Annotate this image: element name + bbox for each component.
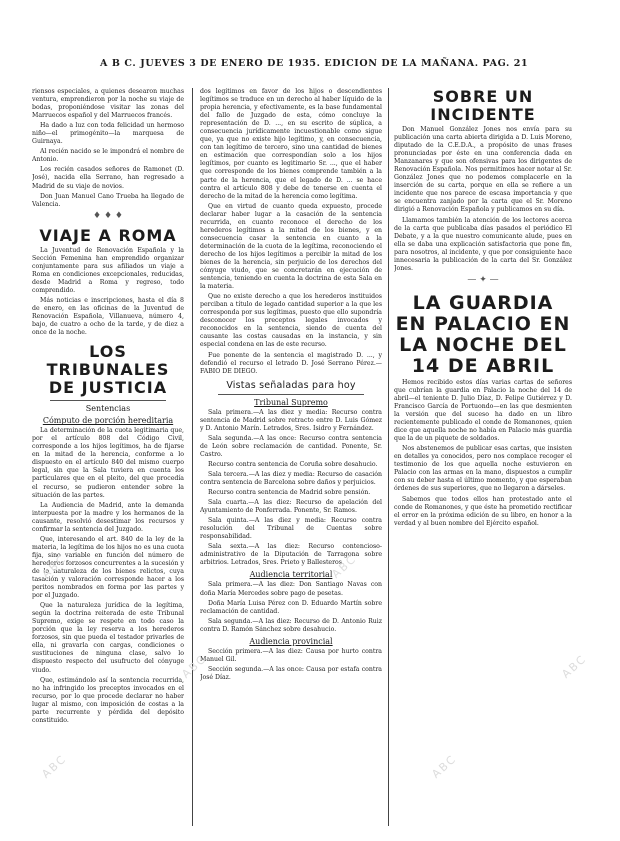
watermark-logo: ABC bbox=[559, 652, 590, 681]
paragraph: Que la naturaleza jurídica de la legítima, según la doctrina reiterada de este Tribunal Supremo, exige se respete en todo caso la porción que la ley reserva a los herederos forzosos, sin que pueda el testador privarles de ella, ni gravarla con cargas, condiciones o sustituciones de ninguna clase, salvo lo dispuesto respecto del usufructo del cónyuge viudo. bbox=[32, 602, 184, 674]
ornament-divider: ♦ ♦ ♦ bbox=[93, 210, 123, 221]
paragraph: Que no existe derecho a que los herederos instituidos perciban a título de legado cantidad superior a la que les corresponda por sus legítimas, puesto que ello supondría desconocer los preceptos legales invocados y reconocidos en la sentencia, siendo de cuenta del causante las costas causadas en la instancia, y sin especial condena en las de este recurso. bbox=[200, 293, 382, 349]
paragraph: Recurso contra sentencia de Madrid sobre pensión. bbox=[208, 489, 371, 497]
paragraph: Sala primera.—A las diez y media: Recurso contra sentencia de Madrid sobre retracto entre D. Luis Gómez y D. Antonio Marín. Letrados, Sres. Isidro y Fernández. bbox=[200, 408, 382, 432]
ornament-divider: — ✦ — bbox=[467, 274, 499, 285]
headline-vistas: Vistas señaladas para hoy bbox=[226, 379, 356, 391]
paragraph: dos legítimos en favor de los hijos o descendientes legítimos se traduce en un derecho al haber líquido de la propia herencia, y efectivamente, es la base fundamental del fallo de Juzgado de esta, cómo concluye la representación de D. ..., en su escrito de súplica, a consecuencia jurídicamente incuestionable como sigue que, ya que no existe hijo legítimo, y, en consecuencia, con tan legítimo de tercero, sino una cantidad de bienes en estimación que correspondían solo a los hijos legítimos, por cuanto es legitimario Sr. ..., que el haber que corresponde de los bienes comprende también a la parte de la herencia, que el legado de D. ... se hace contra el artículo 808 y debe de tenerse en cuenta el derecho de la mitad de la herencia como legítima. bbox=[200, 88, 382, 200]
watermark-logo: ABC bbox=[429, 752, 460, 781]
subhead-tribunal-supremo: Tribunal Supremo bbox=[254, 397, 328, 407]
paragraph: Sala tercera.—A las diez y media: Recurso de casación contra sentencia de Barcelona sobre daños y perjuicios. bbox=[200, 470, 382, 487]
paragraph: Don Juan Manuel Cano Trueba ha llegado de Valencia. bbox=[32, 192, 184, 208]
paragraph: Que, estimándolo así la sentencia recurrida, no ha infringido los preceptos invocados en el recurso, por lo que procede declarar no haber lugar al mismo, con imposición de costas a la parte recurrente y pérdida del depósito constituido. bbox=[32, 676, 184, 724]
paragraph: La Audiencia de Madrid, ante la demanda interpuesta por la madre y los hermanos de la causante, resolvió desestimar los recursos y confirmar la sentencia del Juzgado. bbox=[32, 501, 184, 533]
paragraph: La Juventud de Renovación Española y la Sección Femenina han emprendido organizar conjuntamente para sus afiliados un viaje a Roma en condiciones excepcionales, reducidas, desde Madrid a Roma y regreso, todo comprendido. bbox=[32, 246, 184, 294]
page-header: A B C. JUEVES 3 DE ENERO DE 1935. EDICION DE LA MAÑANA. PAG. 21 bbox=[100, 58, 529, 69]
headline-viaje-roma: VIAJE A ROMA bbox=[39, 225, 177, 245]
paragraph: Sala quinta.—A las diez y media: Recurso contra resolución del Tribunal de Cuentas sobre responsabilidad. bbox=[200, 517, 382, 541]
paragraph: Que, interesando el art. 840 de la ley de la materia, la legítima de los hijos no es una cuota fija, sino variable en función del número de herederos forzosos concurrentes a la sucesión y de la naturaleza de los bienes relictos, cuya tasación y valoración corresponde hacer a los peritos nombrados en forma por las partes y por el Juzgado. bbox=[32, 535, 184, 600]
paragraph: Recurso contra sentencia de Coruña sobre desahucio. bbox=[208, 460, 378, 468]
column-right bbox=[394, 88, 572, 828]
subhead-computo: Cómputo de porción hereditaria bbox=[42, 416, 174, 426]
paragraph: Sección primera.—A las diez: Causa por hurto contra Manuel Gil. bbox=[200, 647, 382, 663]
paragraph: riensos especiales, a quienes desearon muchas ventura, emprendieron por la noche su viaje de bodas, proponiéndose visitar las zonas del Marruecos español y del Marruecos francés. bbox=[32, 88, 184, 120]
paragraph: Que en virtud de cuanto queda expuesto, procede declarar haber lugar a la casación de la sentencia recurrida, en cuanto reconoce el derecho de los herederos legítimos a la mitad de los bienes, y en consecuencia casar la sentencia en cuanto a la determinación de la cuota de la legítima, reconociendo el derecho de los hijos legítimos a percibir la mitad de los bienes de la herencia, sin perjuicio de los derechos del cónyuge viudo, que se concretarán en ejecución de sentencia, teniendo en cuenta la doctrina de esta Sala en la materia. bbox=[200, 202, 382, 291]
watermark-logo: ABC bbox=[329, 552, 360, 581]
subhead-sentencias: Sentencias bbox=[85, 404, 131, 414]
paragraph: Ha dado a luz con toda felicidad un hermoso niño—el primogénito—la marquesa de Guirnaya. bbox=[32, 122, 184, 146]
paragraph: Sala cuarta.—A las diez: Recurso de apelación del Ayuntamiento de Ponferrada. Ponente, Sr. Ramos. bbox=[200, 499, 382, 515]
paragraph: Sala primera.—A las diez: Don Santiago Navas con doña María Mercedes sobre pago de pesetas. bbox=[200, 581, 382, 597]
subhead-audiencia-provincial: Audiencia provincial bbox=[249, 636, 333, 646]
subhead-audiencia-territorial: Audiencia territorial bbox=[249, 570, 333, 580]
paragraph: Nos abstenemos de publicar esas cartas, que insisten en detalles ya conocidos, pero nos complace recoger el testimonio de los que aquella noche estuvieron en Palacio con las armas en la mano, dispuestos a cumplir con su deber hasta el último momento, y que esperaban órdenes de sus superiores, que no llegaron a dárseles. bbox=[394, 445, 572, 493]
paragraph: Al recién nacido se le impondrá el nombre de Antonio. bbox=[32, 148, 184, 164]
paragraph: Sabemos que todos ellos han protestado ante el conde de Romanones, y que éste ha prometido rectificar el error en la próxima edición de su libro, en honor a la verdad y al buen nombre del Ejército español. bbox=[394, 495, 572, 527]
column-rule-left bbox=[192, 88, 193, 826]
watermark-logo: ABC bbox=[39, 552, 70, 581]
headline-tribunales: LOS TRIBUNALES DE JUSTICIA bbox=[46, 342, 170, 398]
paragraph: Fue ponente de la sentencia el magistrado D. ..., y defendió el recurso el letrado D. José Serrano Pérez.—FABIO DE DIEGO. bbox=[200, 351, 382, 375]
paragraph: Sala sexta.—A las diez: Recurso contencioso-administrativo de la Diputación de Tarragona sobre arbitrios. Letrados, Sres. Prieto y Ballesteros. bbox=[200, 543, 382, 567]
divider bbox=[50, 400, 166, 401]
paragraph: Más noticias e inscripciones, hasta el día 8 de enero, en las oficinas de la Juventud de Renovación Española, Villanueva, número 4, bajo, de cuatro a ocho de la tarde, y de diez a once de la noche. bbox=[32, 296, 184, 337]
paragraph: Los recién casados señores de Ramonet (D. José), nacida ella Serrano, han regresado a Madrid de su viaje de novios. bbox=[32, 166, 184, 190]
headline-guardia-palacio: LA GUARDIA EN PALACIO EN LA NOCHE DEL 14 DE ABRIL bbox=[395, 291, 571, 377]
paragraph: Llamamos también la atención de los lectores acerca de la carta que publicaba días pasados el periódico El Debate, y a la que nuestro comunicante alude, pues en ella se daba una explicación satisfactoria que pone fin, para nosotros, al incidente, y que por consiguiente hace innecesaria la publicación de la carta del Sr. González Jones. bbox=[394, 216, 572, 272]
paragraph: Doña María Luisa Pérez con D. Eduardo Martín sobre reclamación de cantidad. bbox=[200, 599, 382, 615]
paragraph: Sala segunda.—A las diez: Recurso de D. Antonio Ruiz contra D. Ramón Sánchez sobre desahucio. bbox=[200, 617, 382, 633]
column-left bbox=[32, 88, 184, 828]
paragraph: Sección segunda.—A las once: Causa por estafa contra José Díaz. bbox=[200, 665, 382, 681]
paragraph: La determinación de la cuota legitimaria que, por el artículo 808 del Código Civil, corresponde a los hijos legítimos, ha de fijarse en la mitad de la herencia, conforme a lo dispuesto en el artículo 840 del mismo cuerpo legal, sin que la Sala tuviera en cuenta los particulares que en el pleito, del que procedía el recurso, se pudieron entender sobre la situación de las partes. bbox=[32, 427, 184, 499]
paragraph: Don Manuel González Jones nos envía para su publicación una carta abierta dirigida a D. Luis Moreno, diputado de la C.E.D.A., a propósito de unas frases pronunciadas por éste en una conferencia dada en Manzanares y que son ofensivas para los dirigentes de Renovación Española. Nos permitimos hacer notar al Sr. González Jones que no podemos complacerle en la inserción de su carta, porque en ella se refiere a un incidente que nos parece de escasa importancia y que se encuentra zanjado por la carta que el Sr. Moreno dirigió a Renovación Española y publicamos en su día. bbox=[394, 126, 572, 214]
watermark-logo: ABC bbox=[179, 652, 210, 681]
column-rule-right bbox=[388, 88, 389, 826]
headline-incidente: SOBRE UN INCIDENTE bbox=[430, 88, 536, 124]
watermark-logo: ABC bbox=[39, 752, 70, 781]
paragraph: Hemos recibido estos días varias cartas de señores que cubrían la guardia en Palacio la noche del 14 de abril—el teniente D. Julio Díaz, D. Felipe Gutiérrez y D. Francisco García de Portuondo—en las que desmienten la versión que del suceso ha dado en un libro recientemente publicado el conde de Romanones, quien dice que aquella noche no había en Palacio más guardia que la de un piquete de soldados. bbox=[394, 378, 572, 443]
paragraph: Sala segunda.—A las once: Recurso contra sentencia de León sobre reclamación de cantidad. Ponente, Sr. Castro. bbox=[200, 434, 382, 458]
divider bbox=[218, 394, 364, 395]
column-center bbox=[200, 88, 382, 828]
